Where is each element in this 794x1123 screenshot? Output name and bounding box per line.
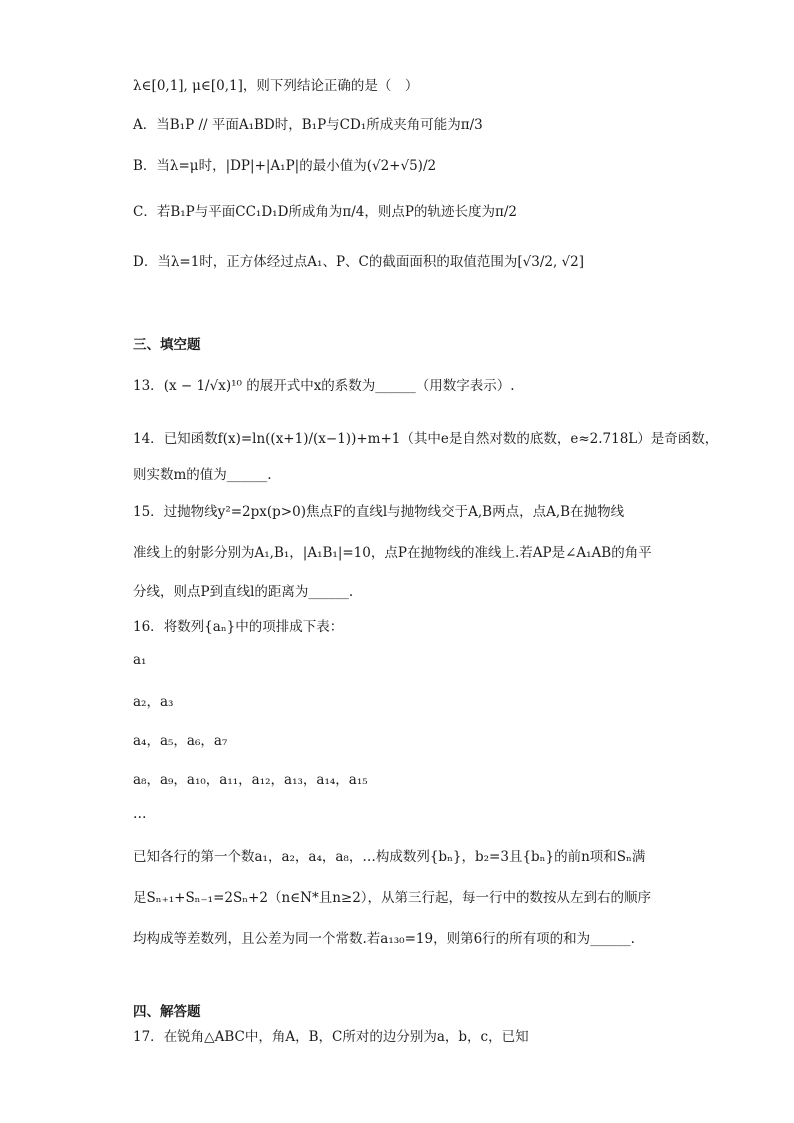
options-intro: λ∈[0,1], μ∈[0,1]，则下列结论正确的是（ ） [133,78,419,94]
sequence-row-ellipsis: … [133,806,147,822]
question-14-line-1: 14．已知函数f(x)=ln((x+1)/(x−1))+m+1（其中e是自然对数的底数，e≈2.718L）是奇函数， [133,431,719,447]
question-17: 17．在锐角△ABC中，角A，B，C所对的边分别为a，b，c，已知 [133,1029,529,1045]
section-heading-solutions: 四、解答题 [133,1004,201,1020]
question-15-line-2: 准线上的射影分别为A₁,B₁，|A₁B₁|=10，点P在抛物线的准线上.若AP是∠A₁AB的角平 [133,545,652,561]
option-b: B．当λ=μ时，|DP|+|A₁P|的最小值为(√2+√5)/2 [133,158,437,174]
sequence-row-3: a₄，a₅，a₆，a₇ [133,733,228,749]
question-16-line-4: 均构成等差数列，且公差为同一个常数.若a₁₃₀=19，则第6行的所有项的和为______. [133,931,635,947]
sequence-row-4: a₈，a₉，a₁₀，a₁₁，a₁₂，a₁₃，a₁₄，a₁₅ [133,772,368,788]
question-16-line-1: 16．将数列{aₙ}中的项排成下表： [133,619,344,635]
question-13: 13．(x − 1/√x)¹⁰ 的展开式中x的系数为______（用数字表示）. [133,378,515,394]
sequence-row-1: a₁ [133,652,147,668]
question-16-line-2: 已知各行的第一个数a₁，a₂，a₄，a₈，…构成数列{bₙ}，b₂=3且{bₙ}的前n项和Sₙ满 [133,849,646,865]
section-heading-fill-in: 三、填空题 [133,337,201,353]
question-16-line-3: 足Sₙ₊₁+Sₙ₋₁=2Sₙ+2（n∈N*且n≥2），从第三行起，每一行中的数按从左到右的顺序 [133,890,652,906]
question-15-line-3: 分线，则点P到直线l的距离为______. [133,584,354,600]
sequence-row-2: a₂，a₃ [133,694,174,710]
option-a: A．当B₁P // 平面A₁BD时，B₁P与CD₁所成夹角可能为π/3 [133,117,483,133]
option-c: C．若B₁P与平面CC₁D₁D所成角为π/4，则点P的轨迹长度为π/2 [133,204,517,220]
question-14-line-2: 则实数m的值为______. [133,467,272,483]
question-15-line-1: 15．过抛物线y²=2px(p>0)焦点F的直线l与抛物线交于A,B两点，点A,B在抛物线 [133,504,625,520]
option-d: D．当λ=1时，正方体经过点A₁、P、C的截面面积的取值范围为[√3/2, √2] [133,254,584,270]
